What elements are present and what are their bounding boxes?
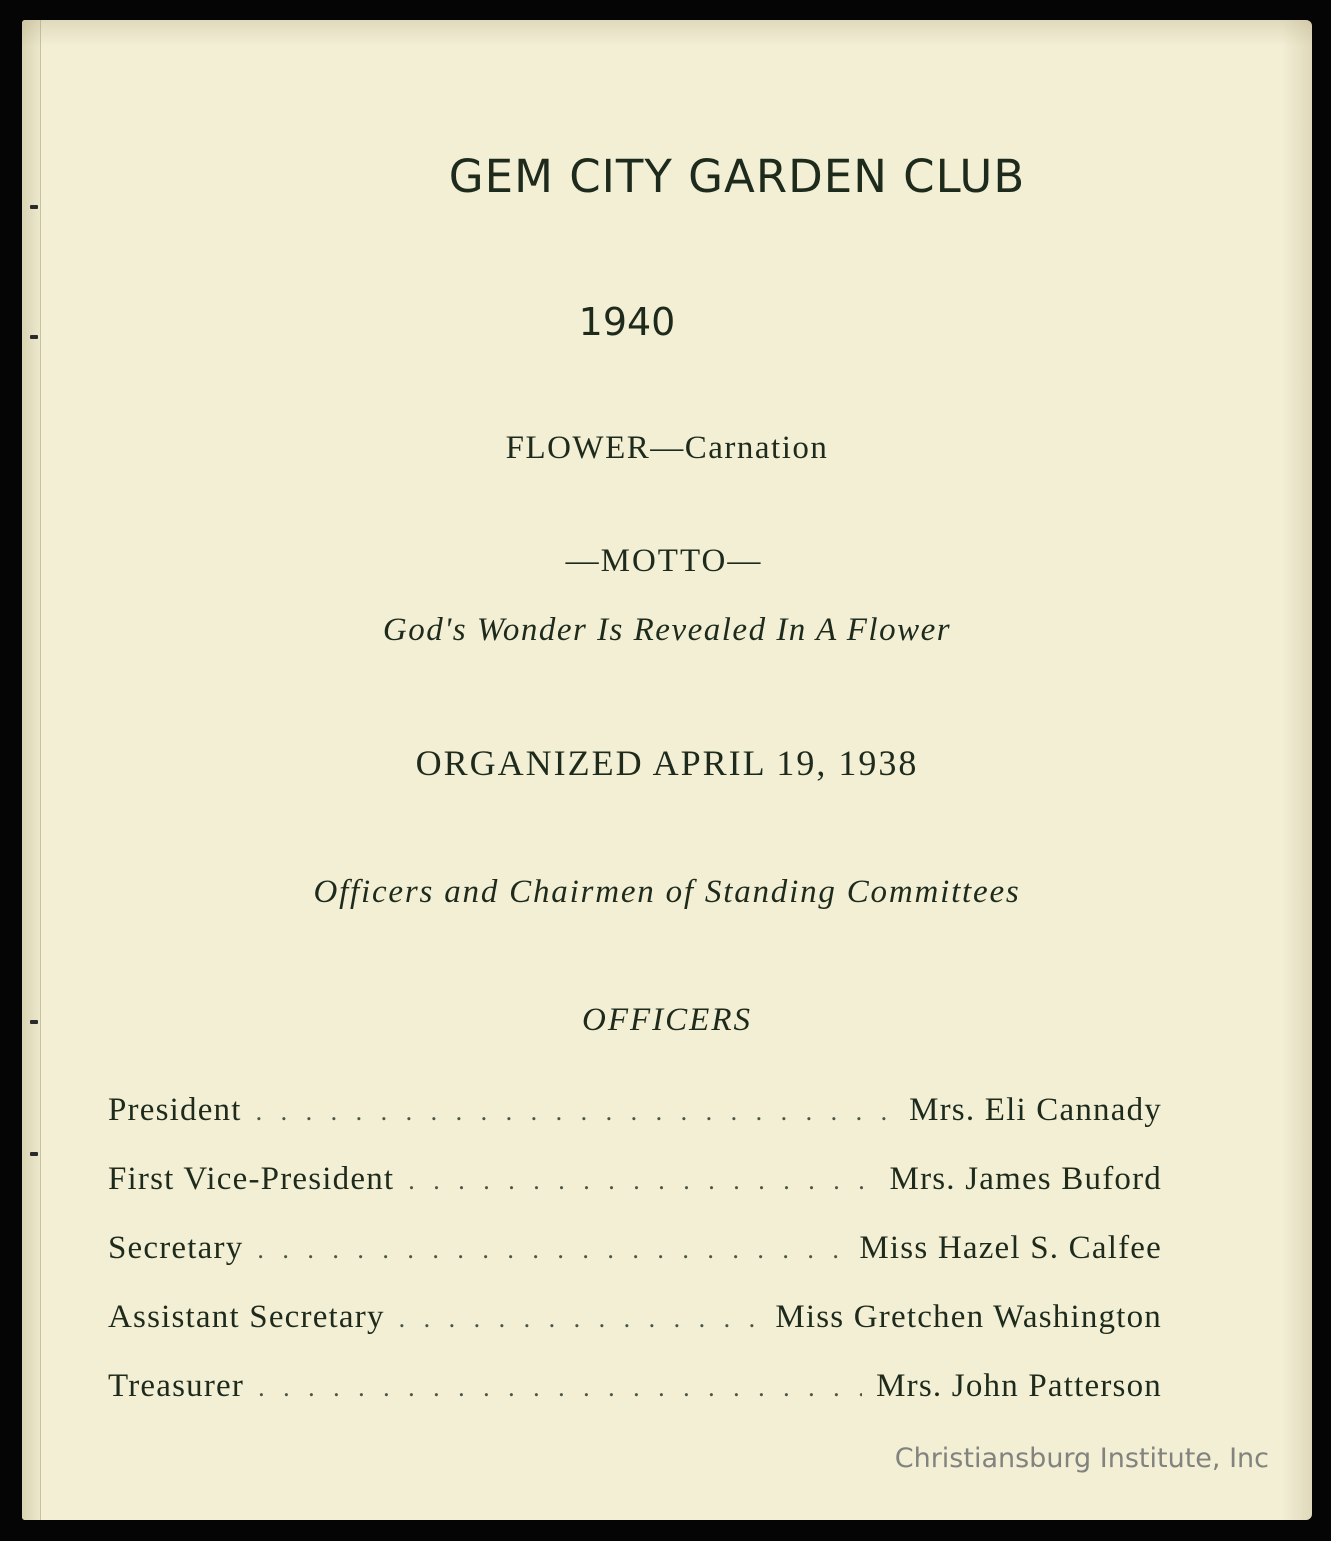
- officer-name: Mrs. James Buford: [889, 1161, 1162, 1197]
- club-flower: FLOWER—Carnation: [505, 430, 829, 466]
- staple-mark: [30, 205, 38, 209]
- officer-name: Miss Gretchen Washington: [775, 1299, 1162, 1335]
- officer-name: Miss Hazel S. Calfee: [859, 1230, 1162, 1266]
- watermark-text: Christiansburg Institute, Inc: [894, 1443, 1269, 1474]
- officer-name: Mrs. Eli Cannady: [909, 1092, 1162, 1128]
- document-page: [22, 20, 1312, 1520]
- organized-date: ORGANIZED APRIL 19, 1938: [415, 743, 919, 783]
- officer-row: [108, 1368, 1162, 1437]
- officer-row: [108, 1230, 1162, 1299]
- leader-dots: [399, 1304, 762, 1334]
- officers-list: [108, 1092, 1162, 1437]
- officer-row: [108, 1092, 1162, 1161]
- officer-role: President: [108, 1092, 242, 1128]
- officer-role: Secretary: [108, 1230, 244, 1266]
- year-heading: 1940: [578, 300, 676, 344]
- staple-mark: [30, 1152, 38, 1156]
- section-subtitle: Officers and Chairmen of Standing Committees: [313, 874, 1021, 910]
- page-shadow-top: [22, 20, 1312, 46]
- club-title: GEM CITY GARDEN CLUB: [448, 150, 1026, 203]
- motto-heading: —MOTTO—: [565, 543, 763, 579]
- officers-heading: OFFICERS: [582, 1002, 752, 1038]
- officer-row: [108, 1299, 1162, 1368]
- officer-role: First Vice-President: [108, 1161, 395, 1197]
- officer-row: [108, 1161, 1162, 1230]
- leader-dots: [257, 1235, 845, 1265]
- leader-dots: [256, 1097, 895, 1127]
- leader-dots: [258, 1373, 862, 1403]
- officer-role: Assistant Secretary: [108, 1299, 385, 1335]
- leader-dots: [408, 1166, 875, 1196]
- motto-text: God's Wonder Is Revealed In A Flower: [382, 612, 952, 648]
- officer-name: Mrs. John Patterson: [876, 1368, 1162, 1404]
- officer-role: Treasurer: [108, 1368, 245, 1404]
